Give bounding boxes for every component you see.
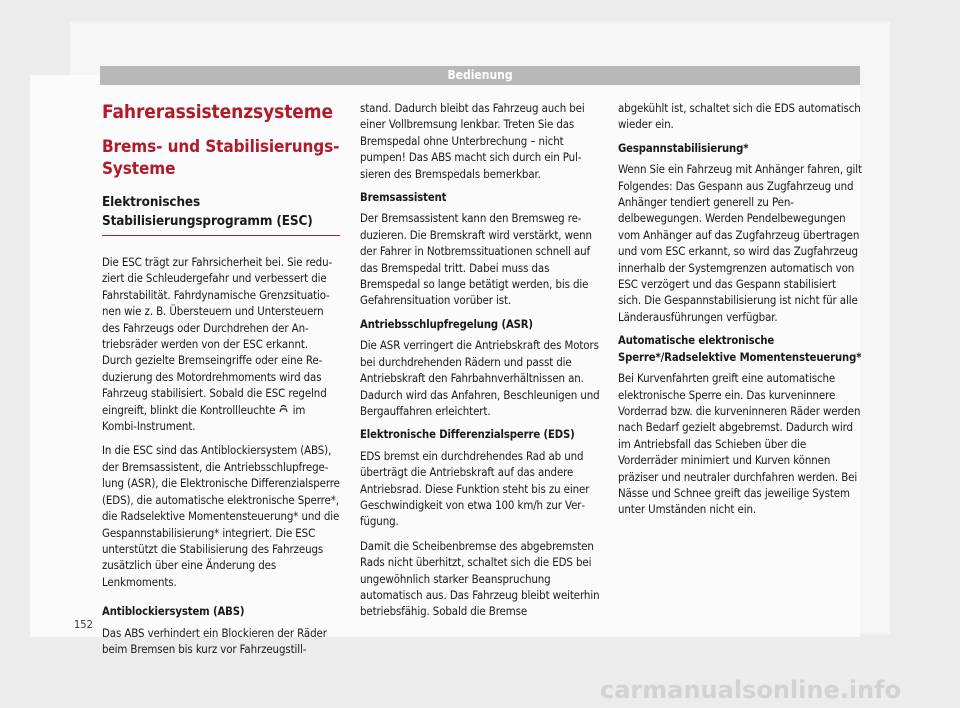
eds-heading: Elektronische Differenzialsperre (EDS) xyxy=(360,428,575,442)
abs-text: Das ABS verhindert ein Blockieren der Räder beim Bremsen bis kurz vor Fahrzeugstill- xyxy=(102,625,327,656)
esc-paragraph-1 xyxy=(102,254,340,434)
ae-heading: Automatische elektronische Sperre*/Radselektive Momentensteuerung* xyxy=(618,334,862,364)
abs-continued: stand. Dadurch bleibt das Fahrzeug auch bei einer Vollbremsung lenkbar. Treten Sie das Bremspedal ohne Unterbrechung – nicht pumpen! Das ABS macht sich durch ein Pulsieren des Bremspedals bemerkbar. xyxy=(360,101,585,181)
section-header-bar xyxy=(100,66,860,85)
esc-text-1a: Die ESC trägt zur Fahrsicherheit bei. Sie reduziert die Schleudergefahr und verbessert die Fahrstabilität. Fahrdynamische Grenzsituationen wie z. B. Übersteuern und Untersteuern des Fahrzeugs oder Durchdrehen der Antriebsräder werden von der ESC erkannt. Durch gezielte Bremseingriffe oder eine Reduzierung des Motordrehmoments wird das Fahrzeug stabilisiert. Sobald die ESC regelnd eingreift, blinkt die Kontrollleuchte xyxy=(102,255,333,417)
asr-text: Die ASR verringert die Antriebskraft des Motors bei durchdrehenden Rädern und passt die Antriebskraft den Fahrbahnverhältnissen an. Dadurch wird das Anfahren, Beschleunigen und Bergauffahren erleichtert. xyxy=(360,338,600,418)
column-2 xyxy=(360,100,602,628)
column-3 xyxy=(618,100,862,526)
gs-heading: Gespannstabilisierung* xyxy=(618,141,749,155)
abs-heading: Antiblockiersystem (ABS) xyxy=(102,605,245,619)
ba-heading: Bremsassistent xyxy=(360,191,447,205)
ae-text: Bei Kurvenfahrten greift eine automatische elektronische Sperre ein. Das kurveninnere Vorderrad bzw. die kurveninneren Räder werden nach Bedarf gezielt abgebremst. Dadurch wird im Antriebsfall das Schieben über die Vorderräder minimiert und Kurven können präziser und neutraler durchfahren werden. Bei Nässe und Schnee greift das jeweilige System unter Umständen nicht ein. xyxy=(618,371,861,517)
eds-text: EDS bremst ein durchdrehendes Rad ab und überträgt die Antriebskraft auf das andere Antriebsrad. Diese Funktion steht bis zu einer Geschwindigkeit von etwa 100 km/h zur Verfügung. xyxy=(360,448,590,529)
eds-continued: abgekühlt ist, schaltet sich die EDS automatisch wieder ein. xyxy=(618,101,861,132)
page-title: Fahrerassistenzsysteme xyxy=(102,101,334,123)
section-header-label: Bedienung xyxy=(447,68,513,82)
eds-text-2: Damit die Scheibenbremse des abgebremsten Rads nicht überhitzt, schaltet sich die EDS bei ungewöhnlich starker Beanspruchung automatisch aus. Das Fahrzeug bleibt weiterhin betriebsfähig. Sobald die Bremse xyxy=(360,538,600,619)
page-subtitle: Brems- und Stabilisierungs- Systeme xyxy=(102,137,340,179)
esc-warning-icon xyxy=(278,402,289,418)
esc-text-1b: im Kombi-Instrument. xyxy=(102,402,306,434)
ba-text: Der Bremsassistent kann den Bremsweg reduzieren. Die Bremskraft wird verstärkt, wenn der Fahrer in Notbremssituationen schnell auf das Bremspedal tritt. Dabei muss das Bremspedal so lange betätigt werden, bis die Gefahrensituation vorüber ist. xyxy=(360,211,592,308)
watermark: carmanualsonline.info xyxy=(600,676,902,704)
esc-paragraph-2: In die ESC sind das Antiblockiersystem (ABS), der Bremsassistent, die Antriebsschlupfregelung (ASR), die Elektronische Differenzialsperre (EDS), die automatische elektronische Sperre*, die Radselektive Momentensteuerung* und die Gespannstabilisierung* integriert. Die ESC unterstützt die Stabilisierung des Fahrzeugs zusätzlich über eine Änderung des Lenkmoments. xyxy=(102,443,340,589)
gs-text: Wenn Sie ein Fahrzeug mit Anhänger fahren, gilt Folgendes: Das Gespann aus Zugfahrzeug und Anhänger tendiert generell zu Pendelbewegungen. Werden Pendelbewegungen vom Anhänger auf das Zugfahrzeug übertragen und vom ESC erkannt, so wird das Zugfahrzeug innerhalb der Systemgrenzen automatisch von ESC verzögert und das Gespann stabilisiert sich. Die Gespannstabilisierung ist nicht für alle Länderausführungen verfügbar. xyxy=(618,162,862,324)
column-1 xyxy=(102,100,340,665)
asr-heading: Antriebsschlupfregelung (ASR) xyxy=(360,317,533,331)
page-number: 152 xyxy=(74,618,93,631)
section-heading: Elektronisches Stabilisierungsprogramm (ESC) xyxy=(102,194,340,236)
